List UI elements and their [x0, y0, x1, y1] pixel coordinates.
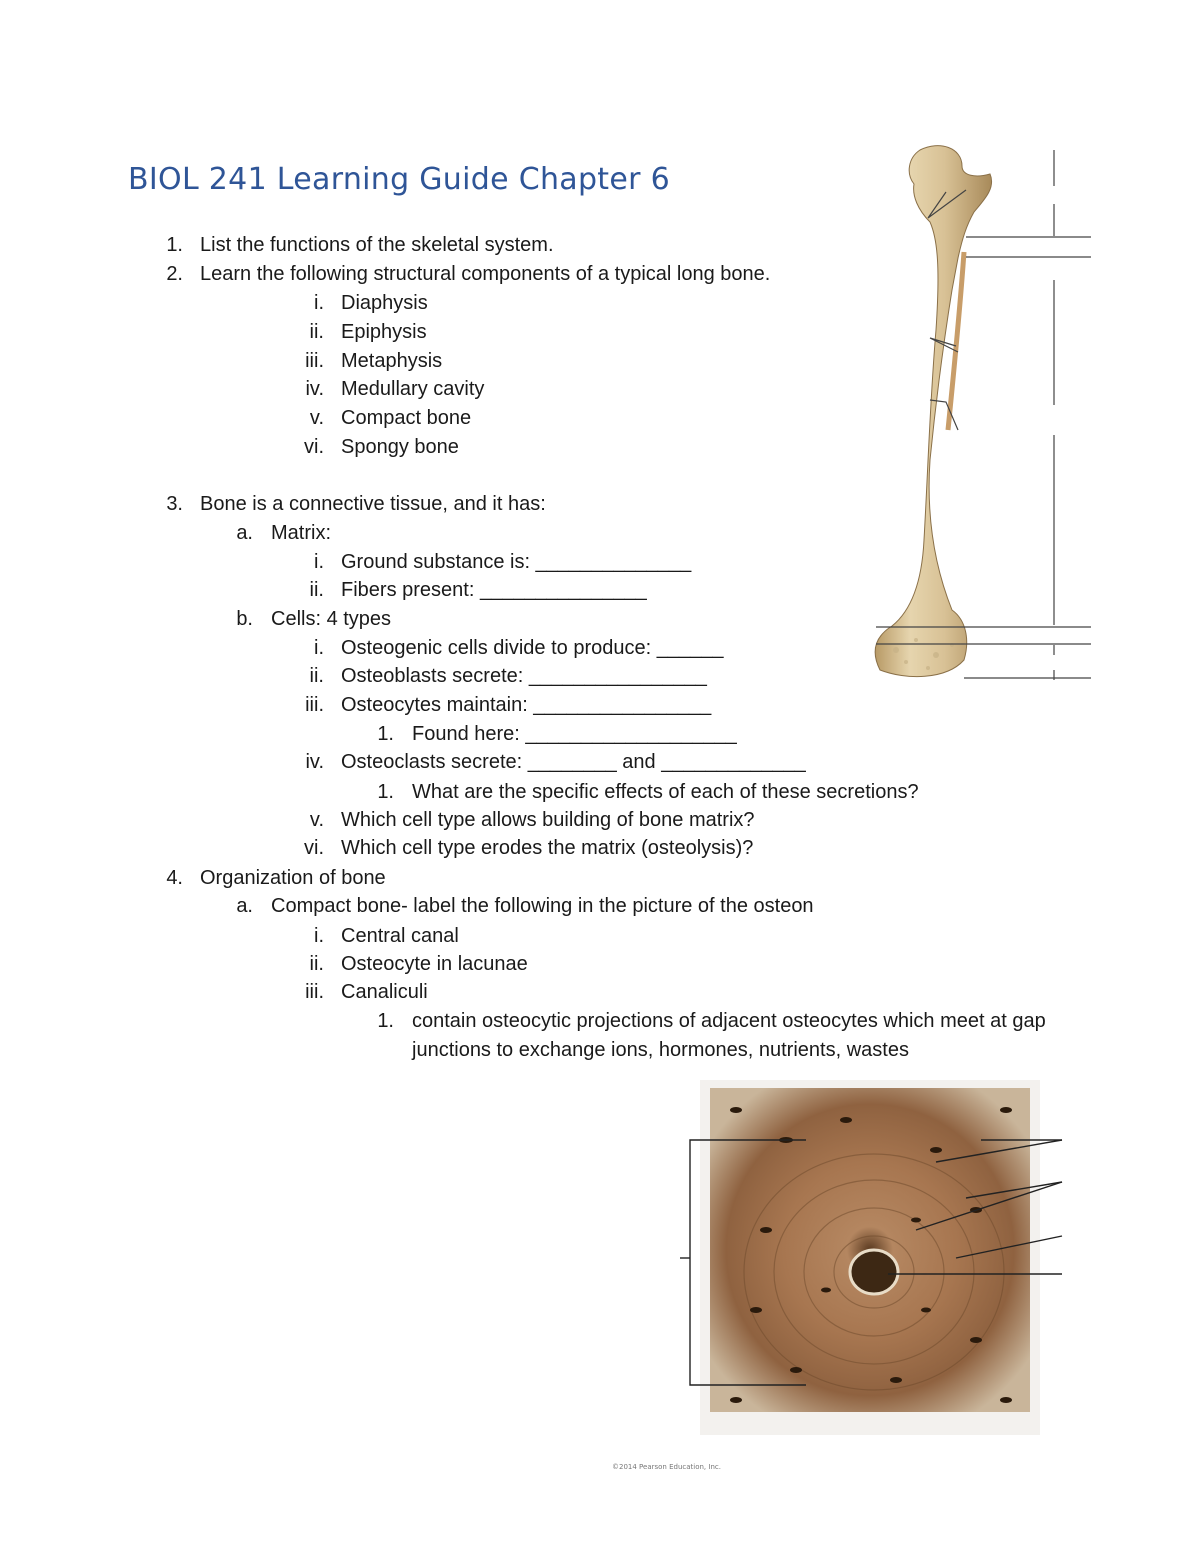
item-text: List the functions of the skeletal system.	[200, 234, 554, 256]
item-number: a.	[236, 895, 253, 917]
item-text: Compact bone- label the following in the picture of the osteon	[271, 895, 814, 917]
item-number: 2.	[166, 263, 183, 285]
item-number: a.	[236, 522, 253, 544]
item-number: iii.	[305, 694, 324, 716]
item-number: iii.	[305, 350, 324, 372]
item-text: Fibers present: _______________	[341, 579, 647, 601]
item-number: 4.	[166, 867, 183, 889]
item-text: Compact bone	[341, 407, 472, 429]
item-text: Canaliculi	[341, 981, 428, 1003]
item-text: Osteocytes maintain: ________________	[341, 694, 712, 716]
item-text: Organization of bone	[200, 867, 386, 889]
item-text: Osteoblasts secrete: ________________	[341, 665, 707, 687]
item-text: Osteoclasts secrete: ________ and _____________	[341, 751, 806, 773]
item-text: Which cell type allows building of bone matrix?	[341, 809, 755, 831]
item-text: Central canal	[341, 925, 459, 947]
item-number: vi.	[304, 436, 324, 458]
item-text: Found here: ___________________	[412, 723, 737, 745]
item-number: v.	[309, 809, 324, 831]
osteon-micrograph	[676, 1080, 1070, 1442]
item-number: iii.	[305, 981, 324, 1003]
item-text: Matrix:	[271, 522, 331, 544]
item-number: ii.	[309, 321, 324, 343]
item-text: Bone is a connective tissue, and it has:	[200, 493, 546, 515]
item-number: iv.	[305, 378, 324, 400]
item-text: Ground substance is: ______________	[341, 551, 692, 573]
item-number: 1.	[377, 781, 394, 803]
item-number: i.	[314, 637, 324, 659]
item-text: Spongy bone	[341, 436, 459, 458]
page-title: BIOL 241 Learning Guide Chapter 6	[128, 162, 670, 197]
item-text: Medullary cavity	[341, 378, 485, 400]
item-number: 1.	[166, 234, 183, 256]
item-number: v.	[309, 407, 324, 429]
item-number: 1.	[377, 723, 394, 745]
image-credit: ©2014 Pearson Education, Inc.	[612, 1463, 721, 1471]
item-number: 1.	[377, 1010, 394, 1032]
item-number: i.	[314, 551, 324, 573]
item-text: Osteocyte in lacunae	[341, 953, 528, 975]
item-text: Diaphysis	[341, 292, 428, 314]
item-number: vi.	[304, 837, 324, 859]
item-text: What are the specific effects of each of these secretions?	[412, 781, 919, 803]
item-number: i.	[314, 925, 324, 947]
item-number: 3.	[166, 493, 183, 515]
item-text: Which cell type erodes the matrix (osteolysis)?	[341, 837, 754, 859]
femur-diagram	[866, 140, 1096, 710]
item-text: Osteogenic cells divide to produce: ______	[341, 637, 724, 659]
item-number: b.	[236, 608, 253, 630]
item-number: i.	[314, 292, 324, 314]
item-text: contain osteocytic projections of adjacent osteocytes which meet at gap junctions to exchange ions, hormones, nutrients, wastes	[412, 1010, 1046, 1061]
item-number: iv.	[305, 751, 324, 773]
item-text: Metaphysis	[341, 350, 443, 372]
item-number: ii.	[309, 953, 324, 975]
item-number: ii.	[309, 579, 324, 601]
item-text: Learn the following structural components of a typical long bone.	[200, 263, 771, 285]
item-number: ii.	[309, 665, 324, 687]
item-text: Epiphysis	[341, 321, 427, 343]
item-text: Cells: 4 types	[271, 608, 392, 630]
